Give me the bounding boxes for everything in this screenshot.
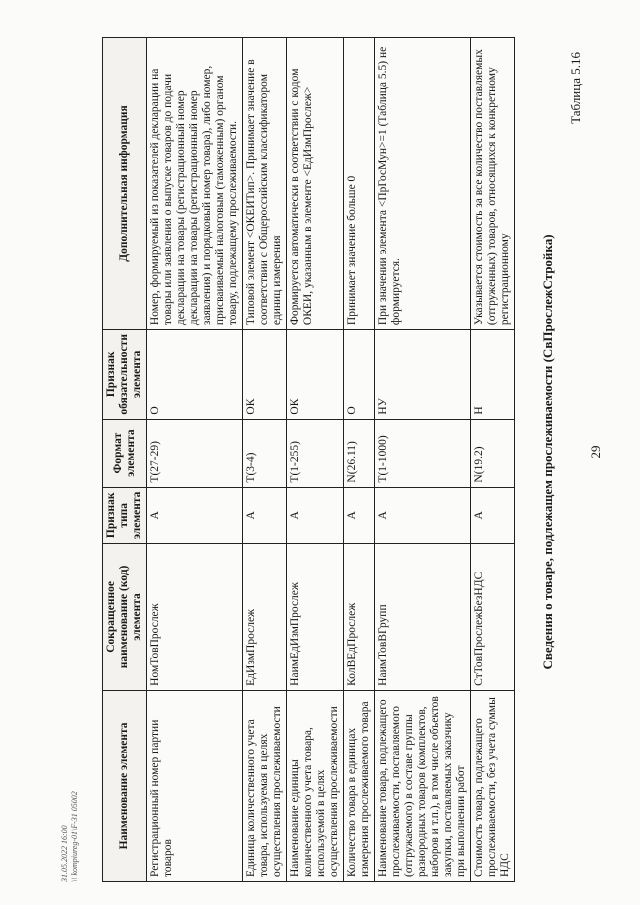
cell-format: N(26.11) xyxy=(344,419,375,487)
cell-type: А xyxy=(147,487,243,543)
page-number: 29 xyxy=(588,445,603,459)
cell-info: Формируется автоматически в соответствии с кодом ОКЕИ, указанным в элементе <ЕдИзмПрослеж> xyxy=(287,38,344,330)
header-element-format: Формат элемента xyxy=(103,419,147,487)
footer-line: 31.05.2022 16:00 xyxy=(60,825,69,882)
cell-code: НаимЕдИзмПрослеж xyxy=(287,543,344,690)
header-additional-info: Дополнительная информация xyxy=(103,38,147,330)
cell-required: О xyxy=(147,330,243,420)
cell-name: Наименование единицы количественного учета товара, используемой в целях осуществления прослеживаемости xyxy=(287,690,344,881)
table-label: Таблица 5.16 xyxy=(568,52,583,124)
cell-type: А xyxy=(243,487,287,543)
cell-info: Принимает значение больше 0 xyxy=(344,38,375,330)
header-element-required: Признак обязательности элемента xyxy=(103,330,147,420)
cell-required: О xyxy=(344,330,375,420)
cell-format: Т(1-1000) xyxy=(375,419,471,487)
cell-code: КолВЕдПрослеж xyxy=(344,543,375,690)
table-row xyxy=(375,38,471,882)
rotated-document-sheet xyxy=(20,22,620,882)
cell-type: А xyxy=(375,487,471,543)
footer-line: \\ kompiureg-01\F-31 05002 xyxy=(70,791,79,882)
cell-code: НаимТовВГрупп xyxy=(375,543,471,690)
table-row xyxy=(471,38,515,882)
table-row xyxy=(147,38,243,882)
cell-format: Т(3-4) xyxy=(243,419,287,487)
cell-type: А xyxy=(287,487,344,543)
cell-required: ОК xyxy=(243,330,287,420)
header-element-name: Наименование элемента xyxy=(103,690,147,881)
cell-type: А xyxy=(344,487,375,543)
cell-info: Типовой элемент <ОКЕИТип>. Принимает значение в соответствии с Общероссийским классификатором единиц измерения xyxy=(243,38,287,330)
cell-format: N(19.2) xyxy=(471,419,515,487)
header-element-type: Признак типа элемента xyxy=(103,487,147,543)
traceability-table xyxy=(102,37,515,882)
cell-info: При значении элемента <ПрГосМун>=1 (Таблица 5.5) не формируется. xyxy=(375,38,471,330)
cell-info: Номер, формируемый из показателей декларации на товары или заявления о выпуске товаров до подачи декларации на товары (регистрационный номер декларации на товары (регистрационный номер заявления) и порядковый номер товара), либо номер, присваиваемый налоговым (таможенным) органом товару, подлежащему прослеживаемости. xyxy=(147,38,243,330)
cell-info: Указывается стоимость за все количество поставляемых (отгруженных) товаров, относящихся к конкретному регистрационному xyxy=(471,38,515,330)
cell-name: Единица количественного учета товара, используемая в целях осуществления прослеживаемости xyxy=(243,690,287,881)
table-row xyxy=(287,38,344,882)
cell-name: Наименование товара, подлежащего прослеживаемости, поставляемого (отгружаемого) в составе группы разнородных товаров (комплектов, наборов и т.п.), в том числе объектов закупки, поставляемых заказчику при выполнении работ xyxy=(375,690,471,881)
cell-code: ЕдИзмПрослеж xyxy=(243,543,287,690)
table-row xyxy=(243,38,287,882)
cell-required: НУ xyxy=(375,330,471,420)
header-element-code: Сокращенное наименование (код) элемента xyxy=(103,543,147,690)
cell-name: Количество товара в единицах измерения прослеживаемого товара xyxy=(344,690,375,881)
footer-stamp xyxy=(60,762,80,882)
cell-name: Регистрационный номер партии товаров xyxy=(147,690,243,881)
cell-code: НомТовПрослеж xyxy=(147,543,243,690)
table-header-row xyxy=(103,38,147,882)
cell-required: Н xyxy=(471,330,515,420)
table-row xyxy=(344,38,375,882)
cell-name: Стоимость товара, подлежащего прослеживаемости, без учета суммы НДС xyxy=(471,690,515,881)
cell-code: СтТовПрослежБезНДС xyxy=(471,543,515,690)
cell-format: Т(1-255) xyxy=(287,419,344,487)
table-title: Сведения о товаре, подлежащем прослеживаемости (СвПрослежСтройка) xyxy=(540,234,555,670)
cell-format: Т(27-29) xyxy=(147,419,243,487)
cell-required: ОК xyxy=(287,330,344,420)
cell-type: А xyxy=(471,487,515,543)
